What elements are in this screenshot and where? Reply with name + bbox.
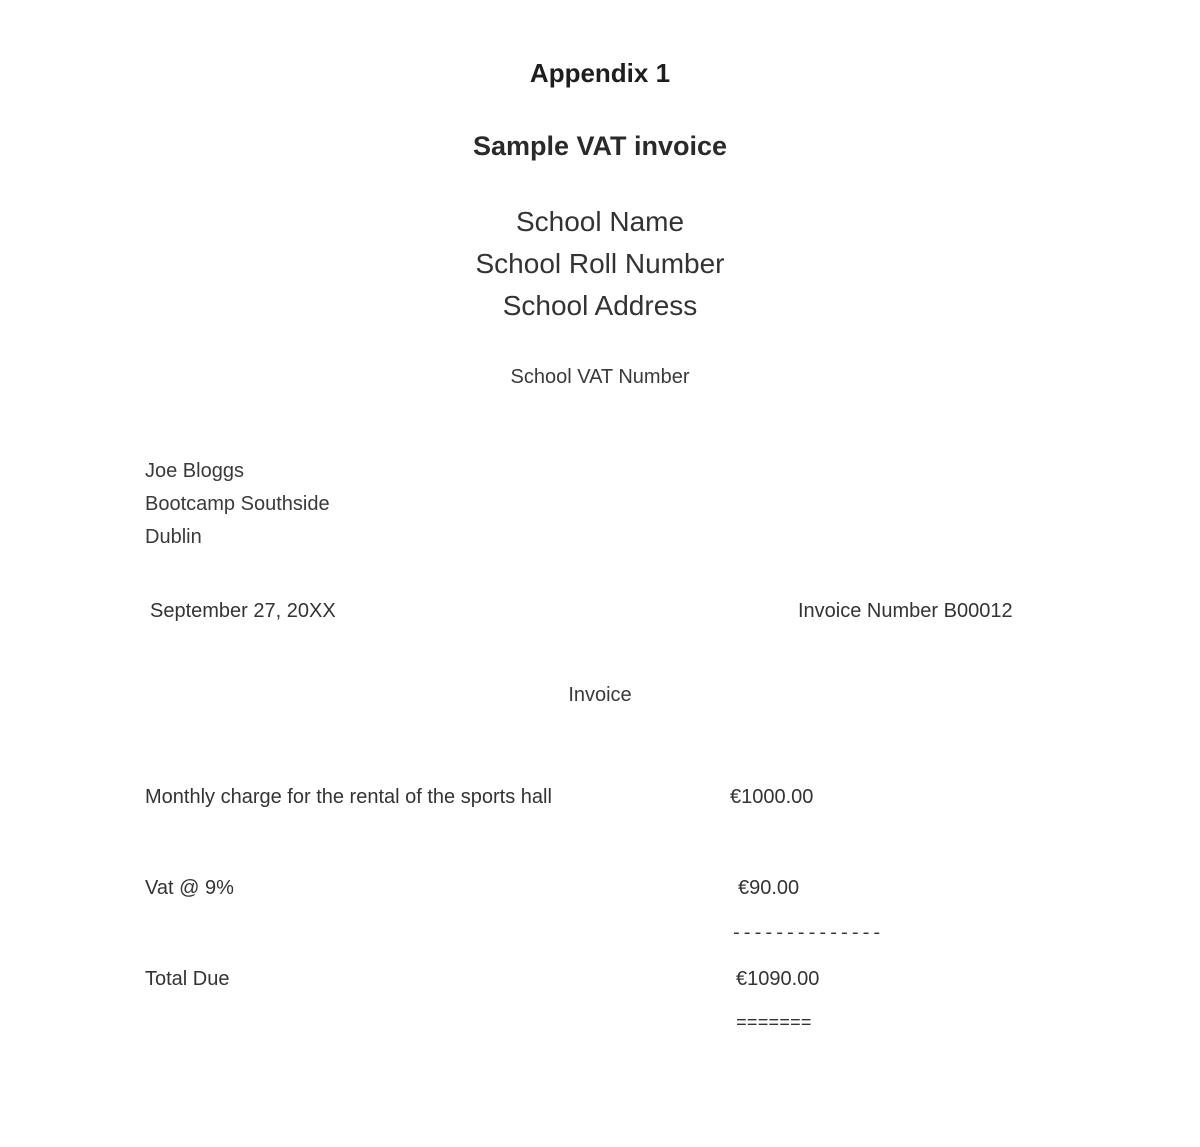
total-label: Total Due [145, 968, 230, 990]
school-address: School Address [502, 290, 698, 321]
total-rule: ======= [736, 1014, 812, 1034]
line-item-amount: €1000.00 [730, 786, 814, 808]
school-details [0, 201, 1200, 327]
line-item-description: Monthly charge for the rental of the sports hall [145, 786, 552, 808]
invoice-date: September 27, 20XX [150, 600, 336, 622]
school-name: School Name [515, 206, 685, 237]
recipient-line1: Bootcamp Southside [145, 493, 330, 515]
vat-description: Vat @ 9% [145, 877, 234, 899]
appendix-heading: Appendix 1 [529, 58, 671, 88]
school-roll-number: School Roll Number [475, 248, 725, 279]
document-title: Sample VAT invoice [472, 131, 728, 161]
recipient-line2: Dublin [145, 526, 202, 548]
recipient-address [145, 455, 330, 554]
total-amount: €1090.00 [736, 968, 820, 990]
subtotal-rule: -------------- [731, 924, 883, 944]
invoice-number: Invoice Number B00012 [798, 600, 1013, 622]
school-vat-number: School VAT Number [510, 366, 690, 388]
invoice-heading: Invoice [568, 684, 632, 706]
recipient-name: Joe Bloggs [145, 460, 244, 482]
vat-amount: €90.00 [738, 877, 800, 899]
